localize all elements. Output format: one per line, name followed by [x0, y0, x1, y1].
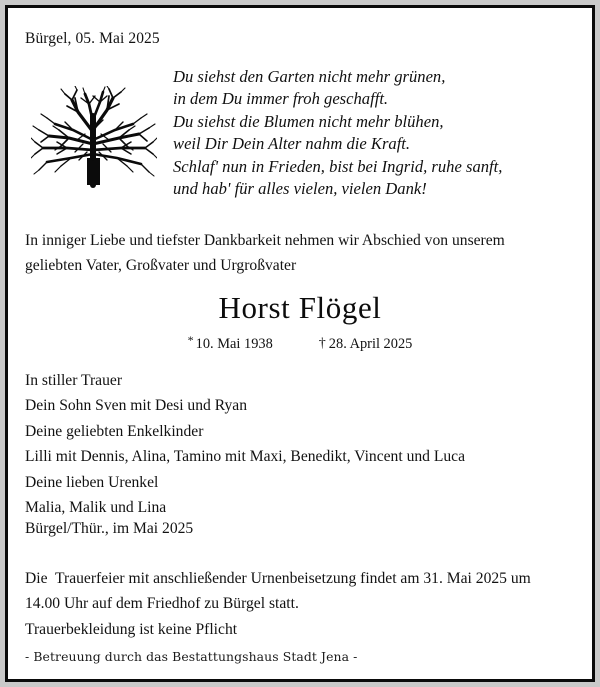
- mourner-line: Deine geliebten Enkelkinder: [25, 422, 204, 440]
- birth-star-icon: *: [187, 333, 194, 347]
- birth-date: [188, 333, 273, 353]
- ceremony-details: [25, 566, 581, 642]
- poem-line: Schlaf' nun in Frieden, bist bei Ingrid, ruhe sanft,: [173, 156, 503, 176]
- poem-line: und hab' für alles vielen, vielen Dank!: [173, 179, 427, 199]
- poem-line: in dem Du immer froh geschafft.: [173, 89, 389, 109]
- ceremony-line: 14.00 Uhr auf dem Friedhof zu Bürgel statt.: [25, 595, 299, 613]
- intro-line: geliebten Vater, Großvater und Urgroßvater: [25, 257, 297, 274]
- ceremony-line: Trauerbekleidung ist keine Pflicht: [25, 620, 238, 638]
- mourners-list: [25, 368, 465, 520]
- bare-tree-silhouette-icon: [31, 86, 157, 189]
- obituary-notice-body: [8, 8, 592, 679]
- funeral-home-credit: - Betreuung durch das Bestattungshaus Stadt Jena -: [25, 649, 358, 664]
- memorial-poem: [173, 66, 502, 200]
- poem-line: weil Dir Dein Alter nahm die Kraft.: [173, 134, 411, 154]
- life-dates: [8, 333, 592, 353]
- poem-line: Du siehst die Blumen nicht mehr blühen,: [173, 111, 444, 131]
- place-and-date-line: Bürgel, 05. Mai 2025: [25, 30, 160, 47]
- mourner-line: Lilli mit Dennis, Alina, Tamino mit Maxi, Benedikt, Vincent und Luca: [25, 448, 466, 466]
- introduction-text: [25, 228, 575, 278]
- poem-line: Du siehst den Garten nicht mehr grünen,: [173, 67, 446, 86]
- mourner-line: Malia, Malik und Lina: [25, 499, 167, 517]
- birth-date-value: 10. Mai 1938: [195, 336, 273, 352]
- mourner-line: Dein Sohn Sven mit Desi und Ryan: [25, 397, 248, 415]
- signature-place-line: Bürgel/Thür., im Mai 2025: [25, 520, 194, 537]
- mourner-line: Deine lieben Urenkel: [25, 473, 159, 491]
- death-date: [319, 336, 413, 353]
- obituary-notice-frame: [5, 5, 595, 682]
- death-date-value: 28. April 2025: [328, 336, 413, 352]
- intro-line: In inniger Liebe und tiefster Dankbarkeit nehmen wir Abschied von unserem: [25, 232, 505, 249]
- death-cross-icon: †: [318, 336, 326, 351]
- deceased-name: Horst Flögel: [218, 290, 382, 325]
- ceremony-line: Die Trauerfeier mit anschließender Urnenbeisetzung findet am 31. Mai 2025 um: [25, 570, 531, 587]
- mourner-line: In stiller Trauer: [25, 372, 123, 389]
